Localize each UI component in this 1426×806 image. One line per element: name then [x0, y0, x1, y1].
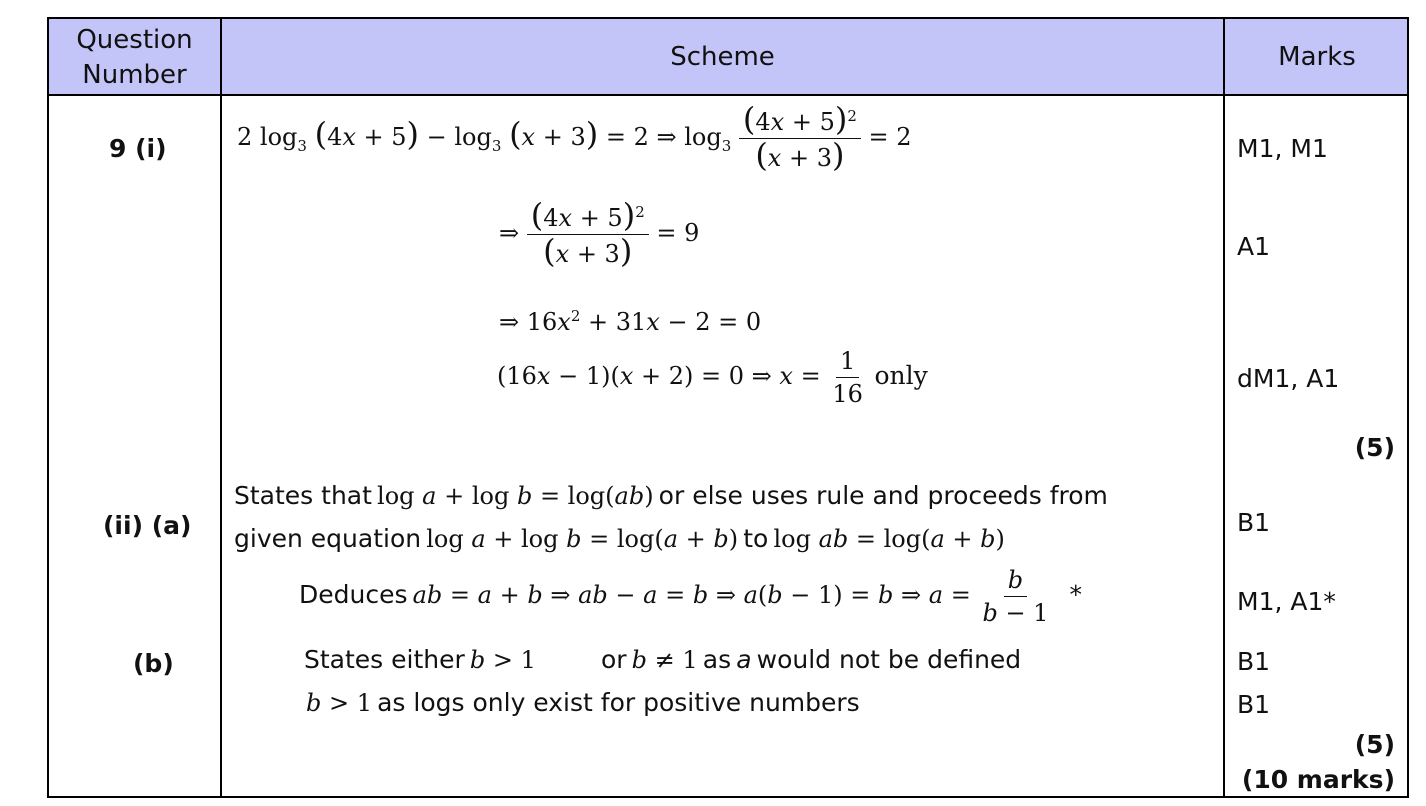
question-9iia: (ii) (a)	[103, 511, 192, 540]
equation-line-3: ⇒ $16x^2 + 31x - 2 = 0$	[499, 307, 762, 336]
question-9b: (b)	[133, 649, 174, 678]
mark-scheme-table	[47, 17, 1409, 798]
subtotal-part-i: (5)	[1354, 433, 1395, 462]
statement-line-2: given equation log a + log b = log(a + b) to log ab = log(a + b)	[234, 524, 1005, 553]
condition-line-1: States either b > 1 or b ≠ 1 as a would not be defined	[304, 645, 1022, 674]
mark-line-2: A1	[1237, 232, 1271, 261]
condition-line-2: b > 1 as logs only exist for positive numbers	[306, 688, 860, 717]
mark-line-7: B1	[1237, 690, 1271, 719]
total-marks: (10 marks)	[1241, 765, 1395, 794]
mark-line-3: dM1, A1	[1237, 364, 1340, 393]
equation-line-4: (16x − 1)(x + 2) = 0 ⇒ x = $\frac{1}{16}$ only	[497, 347, 928, 408]
question-9i: 9 (i)	[109, 134, 167, 163]
statement-line-1: States that log a + log b = log(ab) or else uses rule and proceeds from	[234, 481, 1108, 510]
mark-line-6: B1	[1237, 647, 1271, 676]
mark-line-5: M1, A1*	[1237, 587, 1336, 616]
column-divider	[1223, 19, 1225, 796]
subtotal-part-ii: (5)	[1354, 730, 1395, 759]
equation-line-1: 2 $\log_3 (4x + 5) - \log_3 (x + 3) = 2$ ⇒ $\log_3$ $\frac{(4x + 5)^2}{(x + 3)}$ = 2	[237, 100, 912, 174]
column-divider	[220, 19, 222, 796]
header-question-number: Question Number	[76, 24, 193, 90]
deduction-line: Deduces ab = a + b ⇒ ab − a = b ⇒ a(b − 1) = b ⇒ a = $\frac{b}{b - 1}$ *	[299, 566, 1083, 627]
mark-line-1: M1, M1	[1237, 134, 1328, 163]
equation-line-2: ⇒ $\frac{(4x + 5)^2}{(x + 3)}$ = 9	[499, 196, 700, 270]
header-scheme: Scheme	[670, 42, 775, 72]
mark-line-4: B1	[1237, 508, 1271, 537]
header-marks: Marks	[1278, 42, 1356, 72]
